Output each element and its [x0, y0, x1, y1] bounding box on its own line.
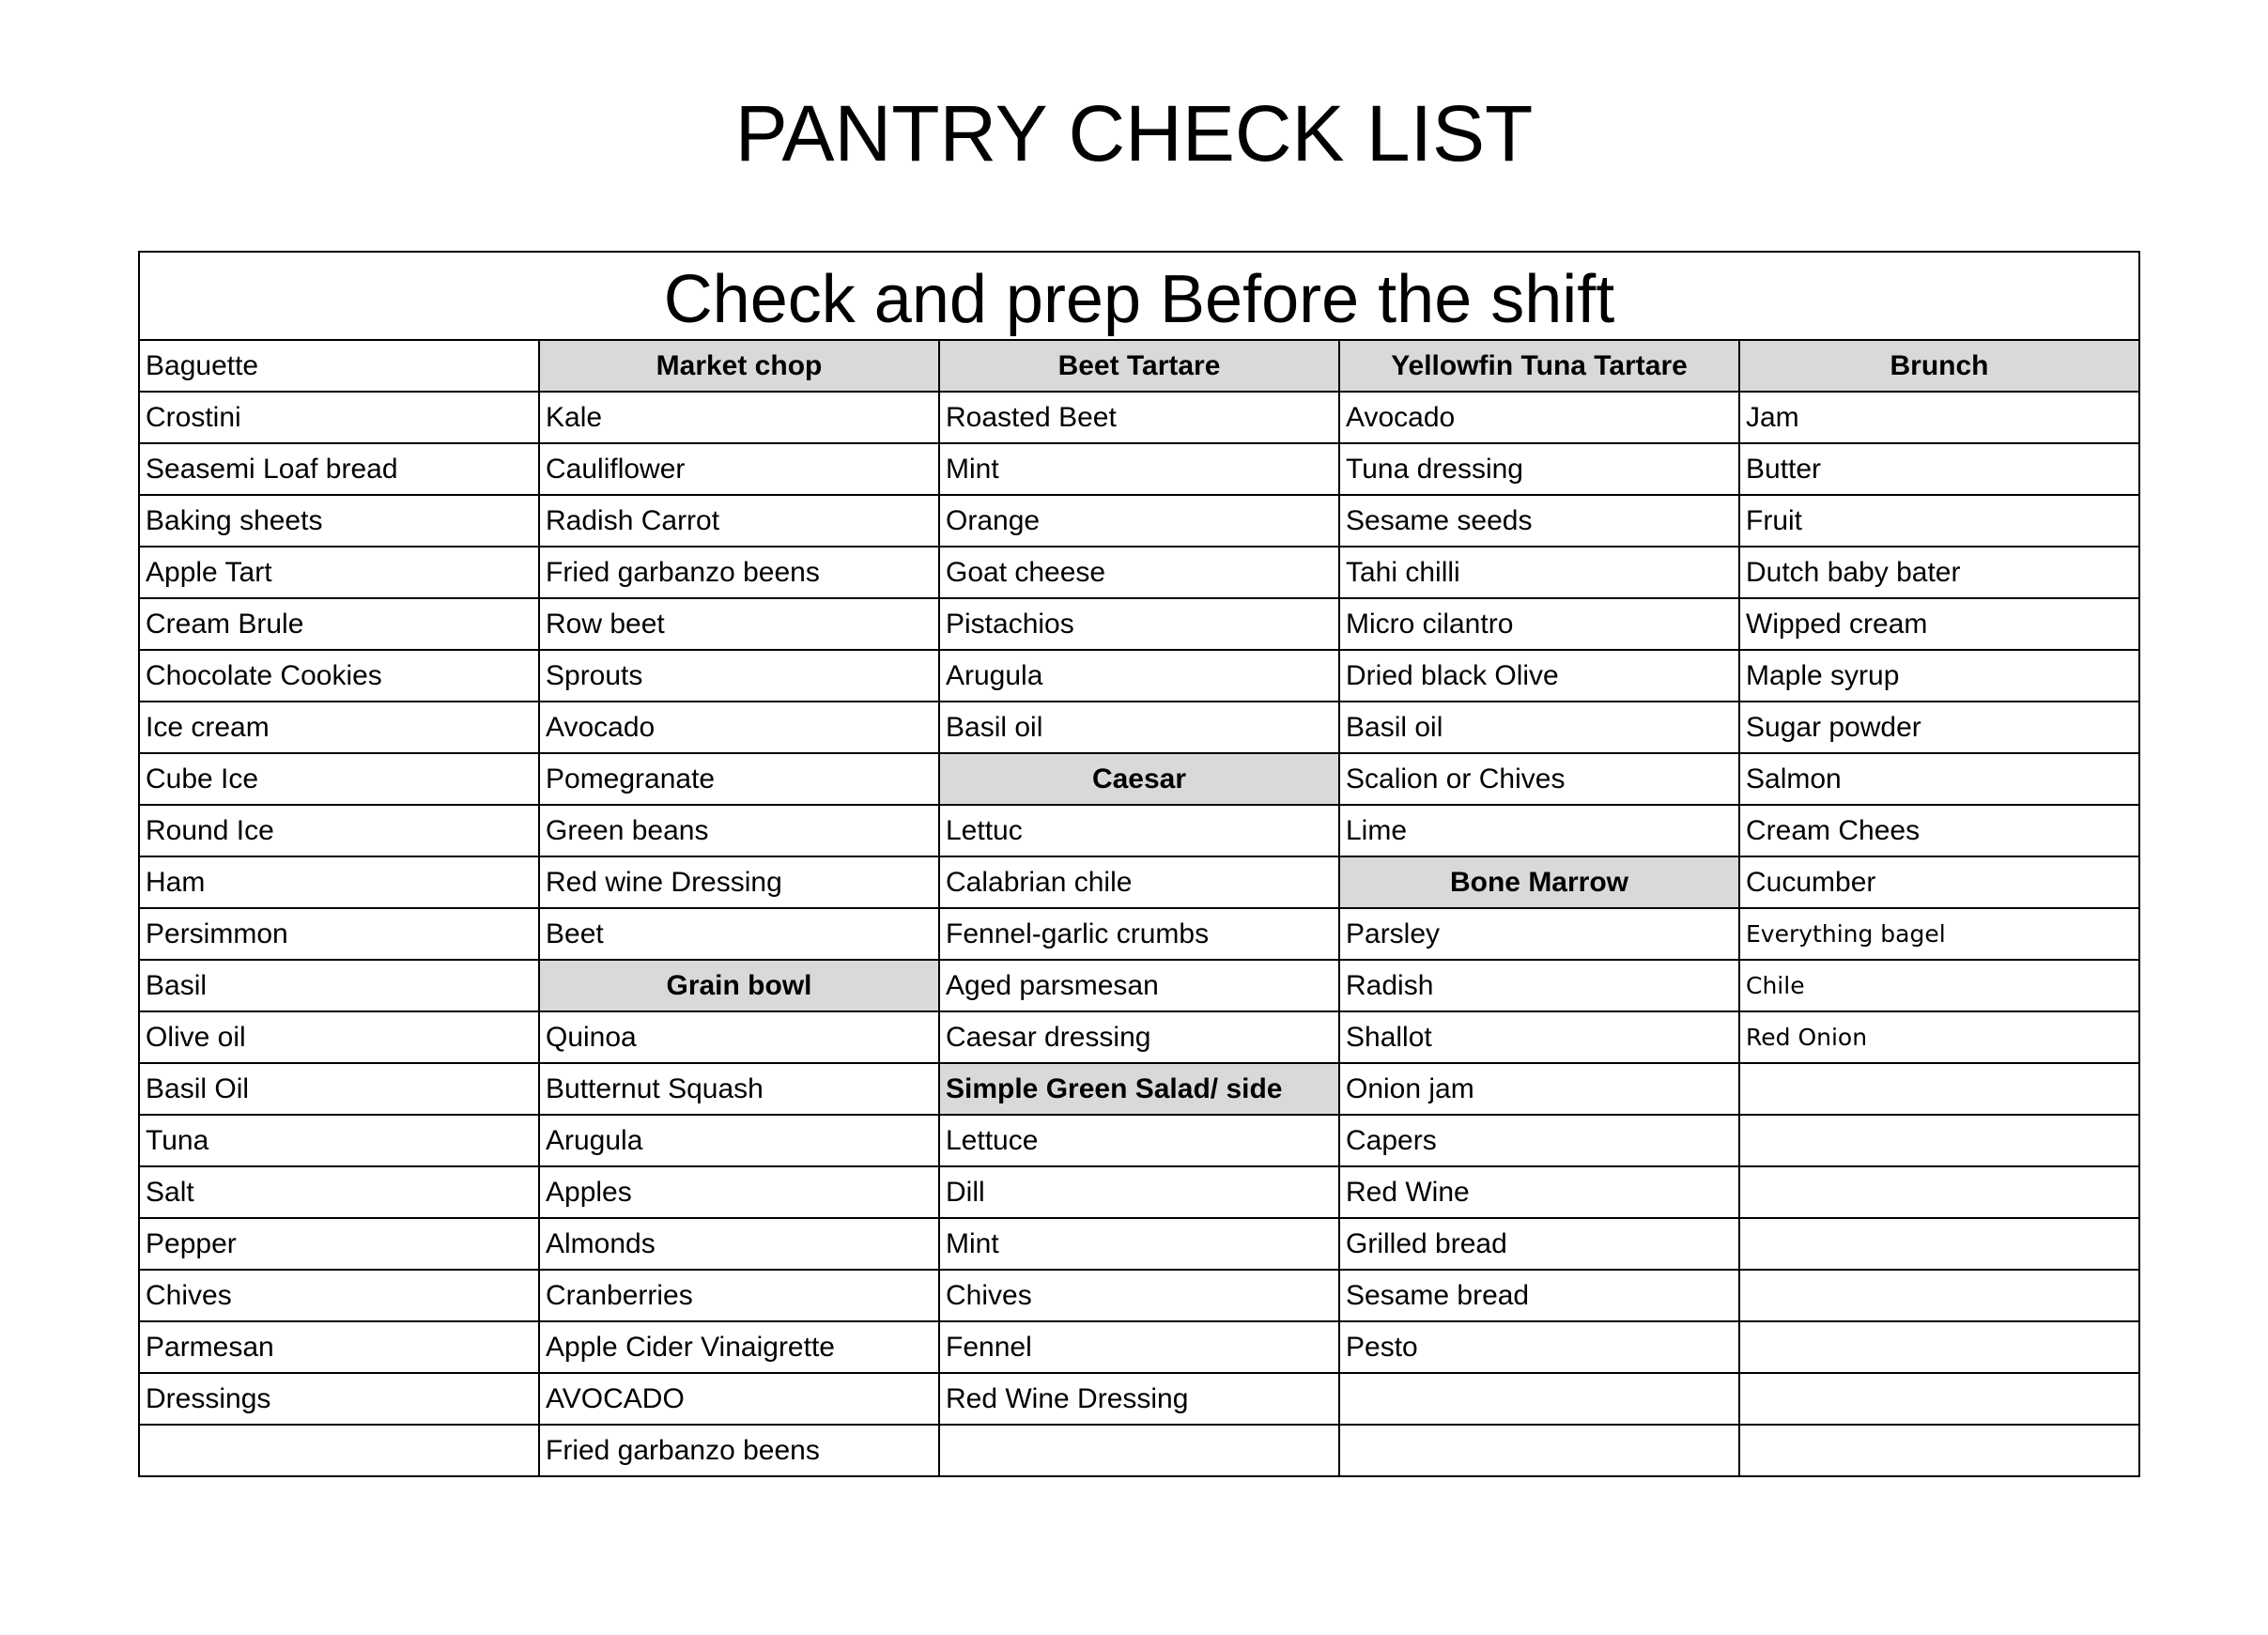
item-cell: Salt — [139, 1166, 539, 1218]
item-cell: Maple syrup — [1739, 650, 2139, 702]
item-cell: Basil oil — [939, 702, 1339, 753]
item-cell: Apples — [539, 1166, 939, 1218]
section-header-cell: Bone Marrow — [1339, 856, 1739, 908]
item-cell: Capers — [1339, 1115, 1739, 1166]
banner-row — [139, 252, 2139, 340]
section-header-cell: Grain bowl — [539, 960, 939, 1011]
item-cell: Red Wine Dressing — [939, 1373, 1339, 1425]
item-cell: Goat cheese — [939, 547, 1339, 598]
item-cell: Green beans — [539, 805, 939, 856]
item-cell — [1739, 1270, 2139, 1321]
item-cell: Baguette — [139, 340, 539, 392]
item-cell: Orange — [939, 495, 1339, 547]
item-cell — [1739, 1425, 2139, 1476]
table-row — [139, 960, 2139, 1011]
table-row — [139, 908, 2139, 960]
item-cell: Fennel-garlic crumbs — [939, 908, 1339, 960]
item-cell: Radish — [1339, 960, 1739, 1011]
table-row — [139, 598, 2139, 650]
table-row — [139, 340, 2139, 392]
item-cell: Grilled bread — [1339, 1218, 1739, 1270]
item-cell: Chives — [139, 1270, 539, 1321]
section-header-cell: Market chop — [539, 340, 939, 392]
table-row — [139, 1011, 2139, 1063]
item-cell: Everything bagel — [1739, 908, 2139, 960]
item-cell: Lettuce — [939, 1115, 1339, 1166]
table-row — [139, 1115, 2139, 1166]
item-cell: Basil — [139, 960, 539, 1011]
table-row — [139, 1270, 2139, 1321]
item-cell — [1739, 1373, 2139, 1425]
section-header-cell: Caesar — [939, 753, 1339, 805]
item-cell: Dutch baby bater — [1739, 547, 2139, 598]
item-cell — [1739, 1063, 2139, 1115]
item-cell — [1339, 1373, 1739, 1425]
item-cell: Baking sheets — [139, 495, 539, 547]
item-cell: Lime — [1339, 805, 1739, 856]
item-cell: Red Wine — [1339, 1166, 1739, 1218]
item-cell: Arugula — [539, 1115, 939, 1166]
item-cell: Olive oil — [139, 1011, 539, 1063]
item-cell: Dressings — [139, 1373, 539, 1425]
table-row — [139, 392, 2139, 443]
item-cell: AVOCADO — [539, 1373, 939, 1425]
item-cell: Cream Chees — [1739, 805, 2139, 856]
item-cell: Butter — [1739, 443, 2139, 495]
item-cell: Shallot — [1339, 1011, 1739, 1063]
item-cell: Cream Brule — [139, 598, 539, 650]
item-cell — [1739, 1218, 2139, 1270]
item-cell: Cucumber — [1739, 856, 2139, 908]
table-row — [139, 702, 2139, 753]
item-cell: Dill — [939, 1166, 1339, 1218]
table-row — [139, 495, 2139, 547]
table-row — [139, 650, 2139, 702]
table-row — [139, 1373, 2139, 1425]
item-cell: Round Ice — [139, 805, 539, 856]
item-cell: Chile — [1739, 960, 2139, 1011]
item-cell: Salmon — [1739, 753, 2139, 805]
item-cell: Lettuc — [939, 805, 1339, 856]
item-cell: Wipped cream — [1739, 598, 2139, 650]
section-header-cell: Beet Tartare — [939, 340, 1339, 392]
checklist-table — [138, 251, 2140, 1477]
item-cell: Ice cream — [139, 702, 539, 753]
item-cell: Row beet — [539, 598, 939, 650]
item-cell — [1739, 1166, 2139, 1218]
item-cell: Avocado — [1339, 392, 1739, 443]
table-row — [139, 1166, 2139, 1218]
item-cell — [939, 1425, 1339, 1476]
item-cell: Radish Carrot — [539, 495, 939, 547]
item-cell: Kale — [539, 392, 939, 443]
item-cell: Calabrian chile — [939, 856, 1339, 908]
item-cell: Fried garbanzo beens — [539, 547, 939, 598]
item-cell: Persimmon — [139, 908, 539, 960]
table-row — [139, 753, 2139, 805]
item-cell: Beet — [539, 908, 939, 960]
section-header-cell: Simple Green Salad/ side — [939, 1063, 1339, 1115]
item-cell: Crostini — [139, 392, 539, 443]
table-row — [139, 547, 2139, 598]
item-cell: Sesame seeds — [1339, 495, 1739, 547]
item-cell: Red Onion — [1739, 1011, 2139, 1063]
item-cell: Fennel — [939, 1321, 1339, 1373]
item-cell: Chives — [939, 1270, 1339, 1321]
item-cell: Pistachios — [939, 598, 1339, 650]
item-cell: Butternut Squash — [539, 1063, 939, 1115]
item-cell: Avocado — [539, 702, 939, 753]
item-cell: Onion jam — [1339, 1063, 1739, 1115]
section-header-cell: Yellowfin Tuna Tartare — [1339, 340, 1739, 392]
item-cell: Cube Ice — [139, 753, 539, 805]
page-title: PANTRY CHECK LIST — [734, 89, 1534, 177]
checklist-body — [139, 252, 2139, 1476]
item-cell — [1739, 1321, 2139, 1373]
item-cell: Tahi chilli — [1339, 547, 1739, 598]
item-cell: Tuna — [139, 1115, 539, 1166]
item-cell: Apple Tart — [139, 547, 539, 598]
table-row — [139, 1218, 2139, 1270]
item-cell: Cauliflower — [539, 443, 939, 495]
banner-heading: Check and prep Before the shift — [139, 252, 2139, 340]
item-cell: Scalion or Chives — [1339, 753, 1739, 805]
item-cell: Mint — [939, 1218, 1339, 1270]
item-cell: Basil oil — [1339, 702, 1739, 753]
item-cell: Pepper — [139, 1218, 539, 1270]
item-cell: Basil Oil — [139, 1063, 539, 1115]
item-cell: Ham — [139, 856, 539, 908]
item-cell: Cranberries — [539, 1270, 939, 1321]
item-cell: Mint — [939, 443, 1339, 495]
item-cell: Sesame bread — [1339, 1270, 1739, 1321]
section-header-cell: Brunch — [1739, 340, 2139, 392]
item-cell: Sprouts — [539, 650, 939, 702]
item-cell: Parsley — [1339, 908, 1739, 960]
item-cell — [139, 1425, 539, 1476]
item-cell: Quinoa — [539, 1011, 939, 1063]
item-cell: Parmesan — [139, 1321, 539, 1373]
item-cell: Tuna dressing — [1339, 443, 1739, 495]
table-row — [139, 1321, 2139, 1373]
item-cell — [1339, 1425, 1739, 1476]
item-cell: Micro cilantro — [1339, 598, 1739, 650]
table-row — [139, 856, 2139, 908]
item-cell: Apple Cider Vinaigrette — [539, 1321, 939, 1373]
item-cell: Chocolate Cookies — [139, 650, 539, 702]
table-row — [139, 1425, 2139, 1476]
item-cell — [1739, 1115, 2139, 1166]
item-cell: Fruit — [1739, 495, 2139, 547]
item-cell: Aged parsmesan — [939, 960, 1339, 1011]
table-row — [139, 443, 2139, 495]
item-cell: Pomegranate — [539, 753, 939, 805]
item-cell: Fried garbanzo beens — [539, 1425, 939, 1476]
table-row — [139, 805, 2139, 856]
item-cell: Sugar powder — [1739, 702, 2139, 753]
item-cell: Seasemi Loaf bread — [139, 443, 539, 495]
item-cell: Arugula — [939, 650, 1339, 702]
item-cell: Roasted Beet — [939, 392, 1339, 443]
table-row — [139, 1063, 2139, 1115]
item-cell: Red wine Dressing — [539, 856, 939, 908]
item-cell: Caesar dressing — [939, 1011, 1339, 1063]
item-cell: Almonds — [539, 1218, 939, 1270]
item-cell: Jam — [1739, 392, 2139, 443]
item-cell: Pesto — [1339, 1321, 1739, 1373]
item-cell: Dried black Olive — [1339, 650, 1739, 702]
